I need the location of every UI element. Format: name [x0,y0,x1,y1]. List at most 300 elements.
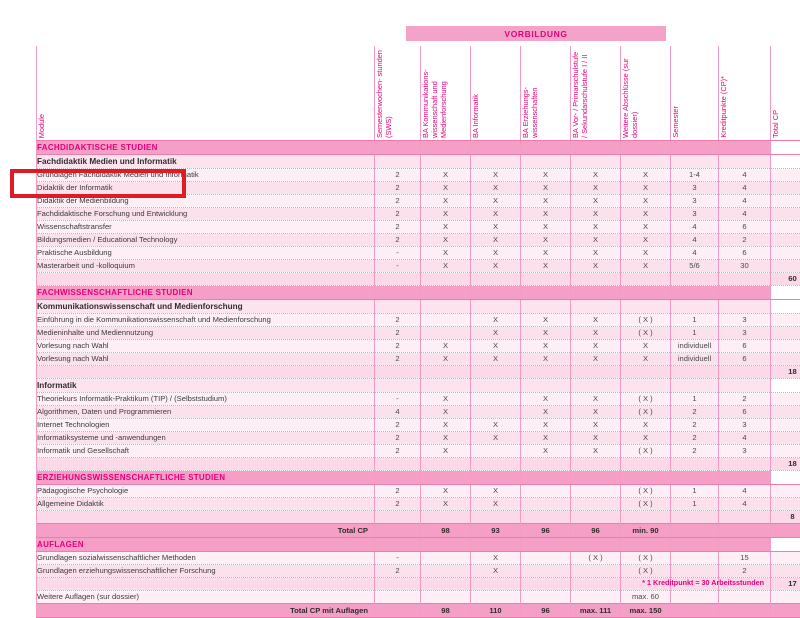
cell-module: Algorithmen, Daten und Programmieren [37,406,375,419]
cell-weitere: X [621,182,671,195]
cell-module: Theoriekurs Informatik-Praktikum (TIP) / (Selbststudium) [37,393,375,406]
cell-ba_vor [571,300,621,314]
cell-ba_kw [421,591,471,604]
cell-ba_kw [421,366,471,379]
cell-ba_ew: X [521,445,571,458]
cell-ba_vor: X [571,419,621,432]
cell-total-cp [771,445,800,458]
cell-total-cp [771,565,800,578]
cell-module: Total CP [37,524,375,538]
cell-module: Medieninhalte und Mediennutzung [37,327,375,340]
cell-kp: 6 [719,221,771,234]
cell-sws [375,366,421,379]
cell-ba_ew: X [521,393,571,406]
cell-ba_kw: X [421,445,471,458]
cell-ba_inf [471,406,521,419]
cell-semester: 3 [671,195,719,208]
cell-ba_ew [521,155,571,169]
cell-ba_inf [471,578,521,591]
cell-ba_inf: X [471,485,521,498]
table-row [37,169,800,182]
cell-ba_vor [571,155,621,169]
cell-ba_inf: X [471,182,521,195]
cell-ba_vor: 96 [571,524,621,538]
cell-sws [375,538,421,552]
column-header-label-module: Module [37,111,48,140]
cell-sws [375,511,421,524]
footnote: * 1 Kreditpunkt = 30 Arbeitsstunden [642,578,764,587]
cell-ba_vor: max. 111 [571,604,621,618]
cell-ba_inf [471,511,521,524]
cell-ba_inf: X [471,314,521,327]
cell-ba_inf: X [471,419,521,432]
cell-semester [671,538,719,552]
cell-total-cp [771,485,800,498]
cell-weitere [621,366,671,379]
table-spacer-row [37,458,800,471]
cell-ba_ew: X [521,340,571,353]
cell-ba_ew: X [521,247,571,260]
cell-ba_inf [471,379,521,393]
cell-ba_vor: X [571,169,621,182]
cell-ba_ew: X [521,169,571,182]
cell-kp: 3 [719,445,771,458]
cell-semester: 4 [671,221,719,234]
cell-ba_kw: 98 [421,524,471,538]
cell-sws: 2 [375,353,421,366]
cell-ba_ew [521,141,571,155]
cell-kp [719,286,771,300]
cell-weitere: ( X ) [621,485,671,498]
cell-kp: 3 [719,314,771,327]
cell-semester: 2 [671,406,719,419]
vorbildung-group-band: VORBILDUNG [406,26,666,41]
cell-sws: 2 [375,445,421,458]
cell-ba_ew: X [521,260,571,273]
cell-ba_kw [421,300,471,314]
cell-kp [719,471,771,485]
cell-kp: 4 [719,498,771,511]
cell-ba_inf [471,286,521,300]
cell-kp: 6 [719,406,771,419]
cell-ba_ew [521,578,571,591]
cell-ba_inf: X [471,169,521,182]
column-header-module [37,46,375,141]
cell-kp: 2 [719,234,771,247]
cell-sws [375,155,421,169]
cell-ba_ew [521,511,571,524]
cell-ba_ew: X [521,221,571,234]
cell-weitere: ( X ) [621,327,671,340]
cell-total-cp [771,300,800,314]
cell-ba_vor: X [571,260,621,273]
cell-ba_kw: X [421,485,471,498]
cell-sws: 4 [375,406,421,419]
table-row [37,393,800,406]
cell-ba_inf [471,300,521,314]
cell-semester [671,471,719,485]
cell-semester: 3 [671,182,719,195]
column-header-label-total: Total CP [771,107,782,140]
cell-ba_ew: X [521,419,571,432]
cell-module: Vorlesung nach Wahl [37,340,375,353]
cell-kp: 15 [719,552,771,565]
cell-ba_inf [471,366,521,379]
cell-weitere: max. 150 [621,604,671,618]
cell-sws: 2 [375,221,421,234]
cell-ba_vor [571,471,621,485]
cell-ba_vor: ( X ) [571,552,621,565]
cell-ba_vor: X [571,393,621,406]
cell-kp [719,538,771,552]
cell-ba_inf: X [471,247,521,260]
cell-ba_vor [571,366,621,379]
cell-weitere: ( X ) [621,445,671,458]
cell-total-cp [771,406,800,419]
table-spacer-row [37,511,800,524]
cell-weitere: ( X ) [621,393,671,406]
table-row [37,182,800,195]
cell-ba_vor: X [571,314,621,327]
cell-sws [375,286,421,300]
cell-sws: 2 [375,195,421,208]
cell-total-cp [771,432,800,445]
table-spacer-row [37,273,800,286]
cell-ba_kw [421,379,471,393]
cell-kp: 4 [719,169,771,182]
cell-ba_kw [421,511,471,524]
cell-weitere [621,379,671,393]
cell-total-cp [771,471,800,485]
cell-ba_kw: X [421,353,471,366]
cell-ba_kw: X [421,406,471,419]
cell-ba_vor [571,578,621,591]
cell-ba_inf [471,471,521,485]
cell-total-cp [771,208,800,221]
cell-kp: 4 [719,182,771,195]
cell-module: Informatiksysteme und -anwendungen [37,432,375,445]
cell-total-cp [771,353,800,366]
cell-ba_inf: 110 [471,604,521,618]
cell-total-cp [771,169,800,182]
cell-sws [375,273,421,286]
cell-ba_ew [521,485,571,498]
cell-ba_inf: X [471,221,521,234]
cell-ba_ew: X [521,234,571,247]
column-header-semester [671,46,719,141]
cell-ba_vor: X [571,208,621,221]
cell-sws: 2 [375,314,421,327]
cell-total-cp [771,524,800,538]
cell-kp: 2 [719,565,771,578]
cell-kp: 4 [719,195,771,208]
cell-kp: 3 [719,327,771,340]
cell-kp [719,458,771,471]
column-header-label-sws: Semesterwochen- stunden (SWS) [375,46,395,140]
cell-ba_kw: X [421,393,471,406]
cell-total-cp [771,393,800,406]
cell-module: AUFLAGEN [37,538,375,552]
cell-ba_ew [521,538,571,552]
cell-ba_vor: X [571,340,621,353]
cell-ba_ew: X [521,327,571,340]
column-header-kp [719,46,771,141]
table-spacer-row [37,366,800,379]
cell-weitere: X [621,221,671,234]
cell-module [37,458,375,471]
cell-module: Grundlagen sozialwissenschaftlicher Methoden [37,552,375,565]
cell-ba_ew [521,591,571,604]
cell-ba_kw [421,273,471,286]
cell-weitere [621,471,671,485]
table-row [37,247,800,260]
cell-total-cp [771,379,800,393]
cell-sws [375,141,421,155]
table-row [37,260,800,273]
cell-ba_kw: X [421,498,471,511]
table-row [37,195,800,208]
cell-ba_kw: X [421,340,471,353]
cell-ba_inf: X [471,432,521,445]
cell-ba_vor [571,485,621,498]
cell-sws: - [375,247,421,260]
cell-ba_kw: X [421,169,471,182]
cell-kp [719,524,771,538]
cell-ba_inf: 93 [471,524,521,538]
cell-total-cp [771,498,800,511]
cell-weitere: X [621,195,671,208]
cell-semester: 3 [671,208,719,221]
cell-ba_vor [571,591,621,604]
table-section-row [37,286,800,300]
cell-kp: 30 [719,260,771,273]
cell-semester: 4 [671,234,719,247]
cell-ba_kw: X [421,234,471,247]
cell-semester: 1 [671,327,719,340]
cell-total-cp: 18 [771,366,800,379]
cell-ba_vor: X [571,327,621,340]
cell-total-cp [771,182,800,195]
table-row [37,591,800,604]
cell-semester: 5/6 [671,260,719,273]
table-row [37,419,800,432]
table-total-row [37,524,800,538]
table-row [37,432,800,445]
cell-kp [719,273,771,286]
cell-weitere [621,538,671,552]
cell-module [37,511,375,524]
cell-sws: 2 [375,498,421,511]
cell-kp [719,141,771,155]
cell-ba_kw: X [421,208,471,221]
cell-total-cp [771,327,800,340]
cell-total-cp [771,221,800,234]
cell-ba_vor [571,565,621,578]
column-header-ba_vor [571,46,621,141]
cell-total-cp [771,286,800,300]
cell-ba_ew [521,498,571,511]
cell-ba_inf: X [471,260,521,273]
table-row [37,445,800,458]
table-subhead-row [37,379,800,393]
cell-module: Didaktik der Informatik [37,182,375,195]
cell-ba_kw [421,471,471,485]
cell-semester: 2 [671,419,719,432]
cell-ba_kw: X [421,247,471,260]
cell-ba_vor [571,379,621,393]
cell-sws [375,591,421,604]
cell-ba_kw [421,314,471,327]
table-row [37,208,800,221]
cell-module: FACHWISSENSCHAFTLICHE STUDIEN [37,286,375,300]
cell-module: Internet Technologien [37,419,375,432]
cell-ba_ew [521,552,571,565]
column-header-label-semester: Semester [671,103,682,140]
cell-ba_vor: X [571,247,621,260]
cell-ba_kw [421,538,471,552]
cell-sws: 2 [375,340,421,353]
table-row [37,221,800,234]
cell-ba_kw: X [421,419,471,432]
cell-module: Weitere Auflagen (sur dossier) [37,591,375,604]
cell-module: Vorlesung nach Wahl [37,353,375,366]
cell-semester: 1 [671,485,719,498]
cell-total-cp [771,314,800,327]
cell-module: Grundlagen erziehungswissenschaftlicher Forschung [37,565,375,578]
cell-module: ERZIEHUNGSWISSENSCHAFTLICHE STUDIEN [37,471,375,485]
cell-kp [719,300,771,314]
cell-ba_ew [521,379,571,393]
table-row [37,406,800,419]
cell-ba_ew [521,286,571,300]
cell-ba_vor [571,286,621,300]
cell-kp: 6 [719,353,771,366]
cell-semester [671,524,719,538]
cell-weitere: X [621,234,671,247]
cell-ba_inf [471,393,521,406]
table-row [37,340,800,353]
cell-kp: 2 [719,393,771,406]
cell-ba_inf [471,458,521,471]
cell-module: Einführung in die Kommunikationswissenschaft und Medienforschung [37,314,375,327]
cell-semester: individuell [671,353,719,366]
cell-module: Grundlagen Fachdidaktik Medien und Informatik [37,169,375,182]
cell-ba_ew: X [521,353,571,366]
cell-semester [671,511,719,524]
cell-semester: 1 [671,314,719,327]
cell-ba_vor [571,273,621,286]
cell-kp [719,155,771,169]
cell-ba_inf [471,591,521,604]
cell-semester [671,366,719,379]
cell-sws [375,300,421,314]
column-header-ba_ew [521,46,571,141]
cell-ba_inf: X [471,327,521,340]
cell-ba_inf: X [471,353,521,366]
cell-weitere [621,286,671,300]
cell-weitere: ( X ) [621,552,671,565]
cell-weitere: X [621,353,671,366]
cell-ba_inf [471,445,521,458]
cell-total-cp [771,591,800,604]
column-header-label-kp: Kreditpunkte (CP)* [719,73,730,140]
cell-semester [671,565,719,578]
cell-ba_inf: X [471,565,521,578]
cell-weitere: ( X ) [621,565,671,578]
cell-sws: 2 [375,432,421,445]
cell-ba_kw [421,286,471,300]
cell-module [37,366,375,379]
table-subhead-row [37,300,800,314]
cell-ba_inf: X [471,552,521,565]
cell-semester: 2 [671,445,719,458]
cell-ba_inf [471,155,521,169]
cell-weitere: min. 90 [621,524,671,538]
cell-ba_vor [571,538,621,552]
cell-semester [671,591,719,604]
column-header-label-ba_inf: BA Informatik [471,91,482,140]
cell-weitere: X [621,432,671,445]
cell-weitere: X [621,419,671,432]
cell-ba_kw [421,565,471,578]
cell-ba_ew [521,300,571,314]
cell-sws [375,604,421,618]
cell-ba_kw [421,578,471,591]
cell-weitere: X [621,340,671,353]
cell-module [37,273,375,286]
cell-module: Informatik und Gesellschaft [37,445,375,458]
cell-semester: 1-4 [671,169,719,182]
cell-ba_ew: X [521,182,571,195]
cell-module: FACHDIDAKTISCHE STUDIEN [37,141,375,155]
column-header-sws [375,46,421,141]
cell-semester: 2 [671,432,719,445]
cell-module: Kommunikationswissenschaft und Medienforschung [37,300,375,314]
cell-weitere: X [621,260,671,273]
table-row [37,565,800,578]
cell-sws: 2 [375,565,421,578]
cell-ba_ew: X [521,314,571,327]
cell-ba_vor: X [571,234,621,247]
cell-module: Informatik [37,379,375,393]
table-body [37,141,800,618]
cell-ba_vor [571,511,621,524]
cell-ba_ew: 96 [521,604,571,618]
cell-ba_inf [471,538,521,552]
cell-sws [375,471,421,485]
cell-ba_kw: X [421,221,471,234]
cell-ba_kw: 98 [421,604,471,618]
cell-module: Fachdidaktische Forschung und Entwicklung [37,208,375,221]
cell-ba_ew: 96 [521,524,571,538]
cell-semester: 1 [671,498,719,511]
cell-sws: 2 [375,234,421,247]
cell-ba_inf [471,273,521,286]
cell-kp [719,591,771,604]
cell-ba_kw [421,458,471,471]
cell-semester [671,273,719,286]
table-row [37,485,800,498]
cell-ba_ew [521,471,571,485]
cell-total-cp [771,260,800,273]
cell-module: Bildungsmedien / Educational Technology [37,234,375,247]
cell-ba_ew [521,458,571,471]
cell-sws: - [375,393,421,406]
cell-semester [671,286,719,300]
cell-ba_ew: X [521,432,571,445]
table-row [37,498,800,511]
cell-ba_kw [421,141,471,155]
